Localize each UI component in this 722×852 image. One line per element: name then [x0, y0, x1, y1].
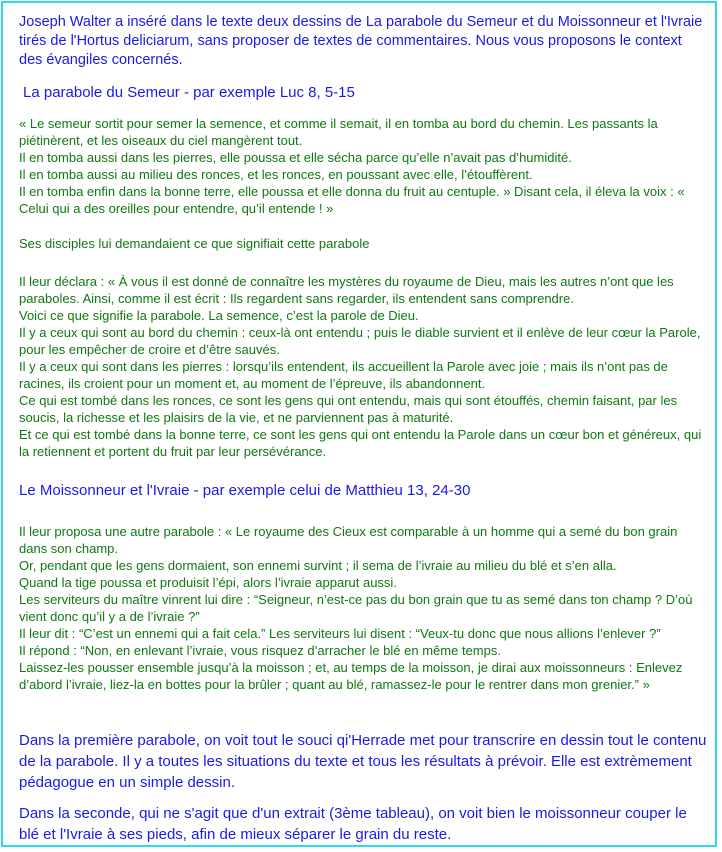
semeur-heading: La parabole du Semeur - par exemple Luc 8, 5-15 [23, 84, 355, 101]
answer-line: Ce qui est tombé dans les ronces, ce sont les gens qui ont entendu, mais qui sont étouffés, chemin faisant, par les soucis, la richesse et les plaisirs de la vie, et ne parviennent pas à maturité. [19, 393, 678, 425]
quote-line: Il leur dit : “C’est un ennemi qui a fait cela.” Les serviteurs lui disent : “Veux-tu donc que nous allions l’enlever ?” [19, 626, 661, 641]
answer-line: Et ce qui est tombé dans la bonne terre, ce sont les gens qui ont entendu la Parole dans un cœur bon et généreux, qui la retiennent et portent du fruit par leur persévérance. [19, 427, 702, 459]
quote-line: Il en tomba aussi au milieu des ronces, et les ronces, en poussant avec elle, l’étouffèrent. [19, 167, 533, 182]
commentary-first-parable: Dans la première parabole, on voit tout le souci qi'Herrade met pour transcrire en dessin tout le contenu de la parabole. Il y a toutes les situations du texte et tous les résultats à prévoir. Elle est extrèmement pédagogue en un simple dessin. [19, 732, 707, 791]
quote-line: Il leur proposa une autre parabole : « Le royaume des Cieux est comparable à un homme qui a semé du bon grain dans son champ. [19, 524, 678, 556]
semeur-explanation [19, 273, 707, 460]
quote-line: Laissez-les pousser ensemble jusqu’à la moisson ; et, au temps de la moisson, je dirai aux moissonneurs : Enlevez d’abord l’ivraie, liez-la en bottes pour la brûler ; quant au blé, ramassez-le pour le rentrer dans mon grenier.” » [19, 660, 683, 692]
commentary-second-parable: Dans la seconde, qui ne s'agit que d'un extrait (3ème tableau), on voit bien le moissonneur couper le blé et l'Ivraie à ses pieds, afin de mieux séparer le grain du reste. [19, 805, 687, 843]
quote-line: Il répond : “Non, en enlevant l’ivraie, vous risquez d’arracher le blé en même temps. [19, 643, 501, 658]
quote-line: Il en tomba enfin dans la bonne terre, elle poussa et elle donna du fruit au centuple. » Disant cela, il éleva la voix : « Celui qui a des oreilles pour entendre, qu’il entende ! » [19, 184, 685, 216]
intro-paragraph: Joseph Walter a inséré dans le texte deux dessins de La parabole du Semeur et du Moissonneur et l'Ivraie tirés de l'Hortus deliciarum, sans proposer de textes de commentaires. Nous vous proposons le context des évangiles concernés. [19, 14, 703, 68]
answer-line: Voici ce que signifie la parabole. La semence, c’est la parole de Dieu. [19, 308, 419, 323]
ivraie-heading: Le Moissonneur et l'Ivraie - par exemple celui de Matthieu 13, 24-30 [19, 482, 471, 499]
quote-line: « Le semeur sortit pour semer la semence, et comme il semait, il en tomba au bord du chemin. Les passants la piétinèrent, et les oiseaux du ciel mangèrent tout. [19, 116, 658, 148]
quote-line: Il en tomba aussi dans les pierres, elle poussa et elle sécha parce qu’elle n’avait pas d’humidité. [19, 150, 572, 165]
page-frame [1, 1, 717, 847]
answer-line: Il leur déclara : « À vous il est donné de connaître les mystères du royaume de Dieu, mais les autres n’ont que les paraboles. Ainsi, comme il est écrit : Ils regardent sans regarder, ils entendent sans comprendre. [19, 274, 674, 306]
semeur-quote [19, 115, 707, 217]
ivraie-quote [19, 523, 707, 693]
quote-line: Or, pendant que les gens dormaient, son ennemi survint ; il sema de l’ivraie au milieu du blé et s’en alla. [19, 558, 617, 573]
question-line: Ses disciples lui demandaient ce que signifiait cette parabole [19, 236, 370, 251]
quote-line: Les serviteurs du maître vinrent lui dire : “Seigneur, n’est-ce pas du bon grain que tu as semé dans ton champ ? D’où vient donc qu’il y a de l’ivraie ?” [19, 592, 693, 624]
answer-line: Il y a ceux qui sont dans les pierres : lorsqu’ils entendent, ils accueillent la Parole avec joie ; mais ils n’ont pas de racines, ils croient pour un moment et, au moment de l’épreuve, ils abandonnent. [19, 359, 668, 391]
quote-line: Quand la tige poussa et produisit l’épi, alors l’ivraie apparut aussi. [19, 575, 397, 590]
disciples-question [19, 235, 707, 252]
answer-line: Il y a ceux qui sont au bord du chemin : ceux-là ont entendu ; puis le diable survient et il enlève de leur cœur la Parole, pour les empêcher de croire et d’être sauvés. [19, 325, 701, 357]
